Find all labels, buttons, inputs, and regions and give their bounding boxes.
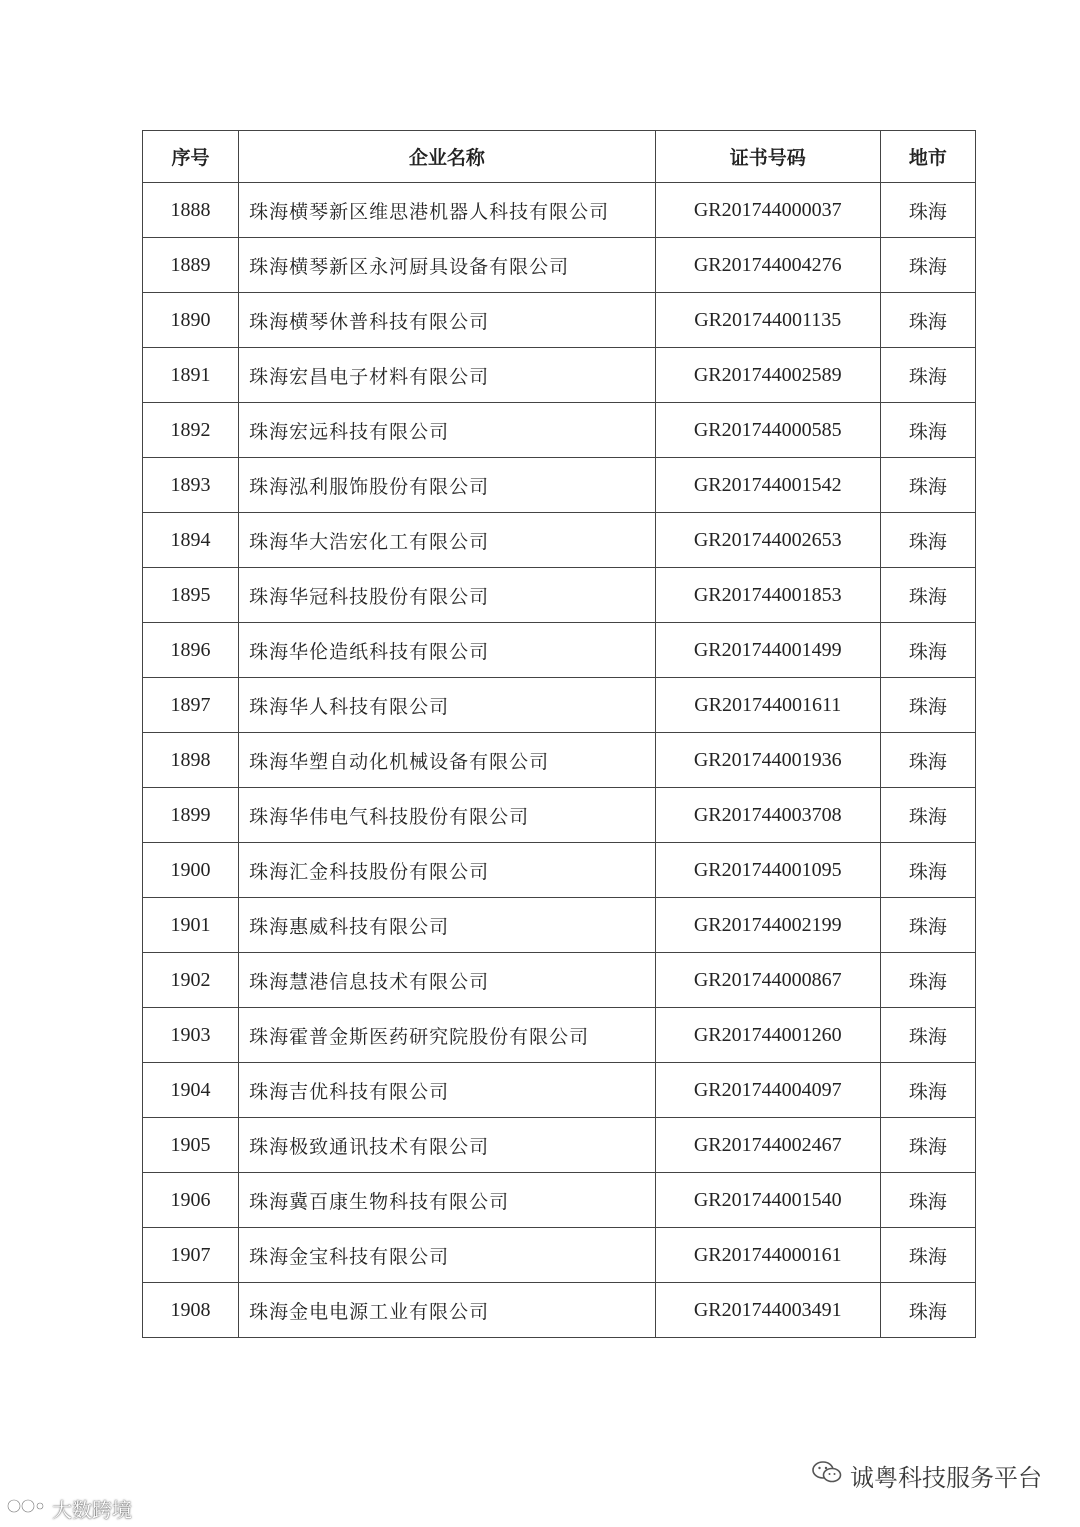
cell-seq: 1908 xyxy=(143,1283,239,1338)
cell-company-name: 珠海慧港信息技术有限公司 xyxy=(239,953,655,1008)
table-row xyxy=(143,1063,976,1118)
table-row xyxy=(143,403,976,458)
cell-seq: 1898 xyxy=(143,733,239,788)
cell-seq: 1894 xyxy=(143,513,239,568)
table-row xyxy=(143,733,976,788)
cell-certificate-number: GR201744003708 xyxy=(655,788,880,843)
table-row xyxy=(143,1173,976,1228)
cell-seq: 1899 xyxy=(143,788,239,843)
cell-company-name: 珠海惠威科技有限公司 xyxy=(239,898,655,953)
cell-seq: 1893 xyxy=(143,458,239,513)
cell-city: 珠海 xyxy=(880,513,975,568)
cell-city: 珠海 xyxy=(880,898,975,953)
cell-certificate-number: GR201744000161 xyxy=(655,1228,880,1283)
cell-seq: 1903 xyxy=(143,1008,239,1063)
wechat-icon xyxy=(812,1460,842,1492)
cell-company-name: 珠海宏远科技有限公司 xyxy=(239,403,655,458)
cell-company-name: 珠海冀百康生物科技有限公司 xyxy=(239,1173,655,1228)
cell-seq: 1902 xyxy=(143,953,239,1008)
header-seq: 序号 xyxy=(143,131,239,183)
cell-company-name: 珠海横琴新区维思港机器人科技有限公司 xyxy=(239,183,655,238)
cell-company-name: 珠海汇金科技股份有限公司 xyxy=(239,843,655,898)
cell-seq: 1905 xyxy=(143,1118,239,1173)
cell-company-name: 珠海华冠科技股份有限公司 xyxy=(239,568,655,623)
table-row xyxy=(143,678,976,733)
cell-company-name: 珠海华大浩宏化工有限公司 xyxy=(239,513,655,568)
watermark-left xyxy=(6,1494,132,1523)
cell-city: 珠海 xyxy=(880,1228,975,1283)
header-city: 地市 xyxy=(880,131,975,183)
table-row xyxy=(143,183,976,238)
cell-company-name: 珠海霍普金斯医药研究院股份有限公司 xyxy=(239,1008,655,1063)
cell-company-name: 珠海华伦造纸科技有限公司 xyxy=(239,623,655,678)
cell-certificate-number: GR201744003491 xyxy=(655,1283,880,1338)
cell-seq: 1897 xyxy=(143,678,239,733)
cell-city: 珠海 xyxy=(880,623,975,678)
cell-certificate-number: GR201744001499 xyxy=(655,623,880,678)
table-header xyxy=(143,131,976,183)
cell-city: 珠海 xyxy=(880,1283,975,1338)
cell-certificate-number: GR201744002467 xyxy=(655,1118,880,1173)
cell-city: 珠海 xyxy=(880,733,975,788)
cell-seq: 1906 xyxy=(143,1173,239,1228)
cell-seq: 1896 xyxy=(143,623,239,678)
cell-city: 珠海 xyxy=(880,788,975,843)
cell-certificate-number: GR201744001542 xyxy=(655,458,880,513)
table-row xyxy=(143,1008,976,1063)
cell-seq: 1888 xyxy=(143,183,239,238)
table-row xyxy=(143,788,976,843)
table-row xyxy=(143,623,976,678)
cell-city: 珠海 xyxy=(880,568,975,623)
cell-seq: 1901 xyxy=(143,898,239,953)
watermark-left-text: 大数跨境 xyxy=(52,1498,132,1522)
cell-certificate-number: GR201744001853 xyxy=(655,568,880,623)
cell-city: 珠海 xyxy=(880,1063,975,1118)
table-row xyxy=(143,1228,976,1283)
cell-company-name: 珠海金电电源工业有限公司 xyxy=(239,1283,655,1338)
cell-certificate-number: GR201744004097 xyxy=(655,1063,880,1118)
cell-seq: 1895 xyxy=(143,568,239,623)
table-body xyxy=(143,183,976,1338)
cell-certificate-number: GR201744001260 xyxy=(655,1008,880,1063)
cell-company-name: 珠海吉优科技有限公司 xyxy=(239,1063,655,1118)
cell-city: 珠海 xyxy=(880,183,975,238)
cell-city: 珠海 xyxy=(880,843,975,898)
table-row xyxy=(143,348,976,403)
cell-seq: 1891 xyxy=(143,348,239,403)
table-row xyxy=(143,953,976,1008)
cell-certificate-number: GR201744001135 xyxy=(655,293,880,348)
cell-certificate-number: GR201744001095 xyxy=(655,843,880,898)
table-row xyxy=(143,458,976,513)
cell-seq: 1904 xyxy=(143,1063,239,1118)
cell-company-name: 珠海华伟电气科技股份有限公司 xyxy=(239,788,655,843)
cell-certificate-number: GR201744000037 xyxy=(655,183,880,238)
cell-certificate-number: GR201744001540 xyxy=(655,1173,880,1228)
cell-certificate-number: GR201744002589 xyxy=(655,348,880,403)
table-row xyxy=(143,843,976,898)
cell-certificate-number: GR201744000585 xyxy=(655,403,880,458)
cell-certificate-number: GR201744001936 xyxy=(655,733,880,788)
cell-seq: 1907 xyxy=(143,1228,239,1283)
table-row xyxy=(143,898,976,953)
cell-city: 珠海 xyxy=(880,403,975,458)
table-row xyxy=(143,293,976,348)
cell-seq: 1900 xyxy=(143,843,239,898)
cell-certificate-number: GR201744000867 xyxy=(655,953,880,1008)
cell-certificate-number: GR201744001611 xyxy=(655,678,880,733)
table-row xyxy=(143,513,976,568)
logo-icon xyxy=(6,1495,46,1522)
table-row xyxy=(143,568,976,623)
cell-city: 珠海 xyxy=(880,458,975,513)
cell-certificate-number: GR201744002199 xyxy=(655,898,880,953)
cell-city: 珠海 xyxy=(880,348,975,403)
enterprise-table xyxy=(142,130,976,1338)
cell-company-name: 珠海极致通讯技术有限公司 xyxy=(239,1118,655,1173)
cell-certificate-number: GR201744002653 xyxy=(655,513,880,568)
cell-city: 珠海 xyxy=(880,678,975,733)
cell-certificate-number: GR201744004276 xyxy=(655,238,880,293)
cell-seq: 1890 xyxy=(143,293,239,348)
cell-company-name: 珠海泓利服饰股份有限公司 xyxy=(239,458,655,513)
cell-city: 珠海 xyxy=(880,1118,975,1173)
table-row xyxy=(143,1283,976,1338)
header-cert: 证书号码 xyxy=(655,131,880,183)
cell-company-name: 珠海宏昌电子材料有限公司 xyxy=(239,348,655,403)
cell-company-name: 珠海华塑自动化机械设备有限公司 xyxy=(239,733,655,788)
cell-city: 珠海 xyxy=(880,953,975,1008)
cell-seq: 1889 xyxy=(143,238,239,293)
cell-company-name: 珠海金宝科技有限公司 xyxy=(239,1228,655,1283)
cell-city: 珠海 xyxy=(880,293,975,348)
header-name: 企业名称 xyxy=(239,131,655,183)
cell-city: 珠海 xyxy=(880,1008,975,1063)
table-row xyxy=(143,1118,976,1173)
header-row xyxy=(143,131,976,183)
cell-company-name: 珠海横琴新区永河厨具设备有限公司 xyxy=(239,238,655,293)
table-row xyxy=(143,238,976,293)
watermark-right-text: 诚粤科技服务平台 xyxy=(850,1464,1042,1492)
cell-city: 珠海 xyxy=(880,1173,975,1228)
cell-city: 珠海 xyxy=(880,238,975,293)
cell-seq: 1892 xyxy=(143,403,239,458)
watermark-right xyxy=(812,1458,1042,1493)
cell-company-name: 珠海横琴休普科技有限公司 xyxy=(239,293,655,348)
cell-company-name: 珠海华人科技有限公司 xyxy=(239,678,655,733)
